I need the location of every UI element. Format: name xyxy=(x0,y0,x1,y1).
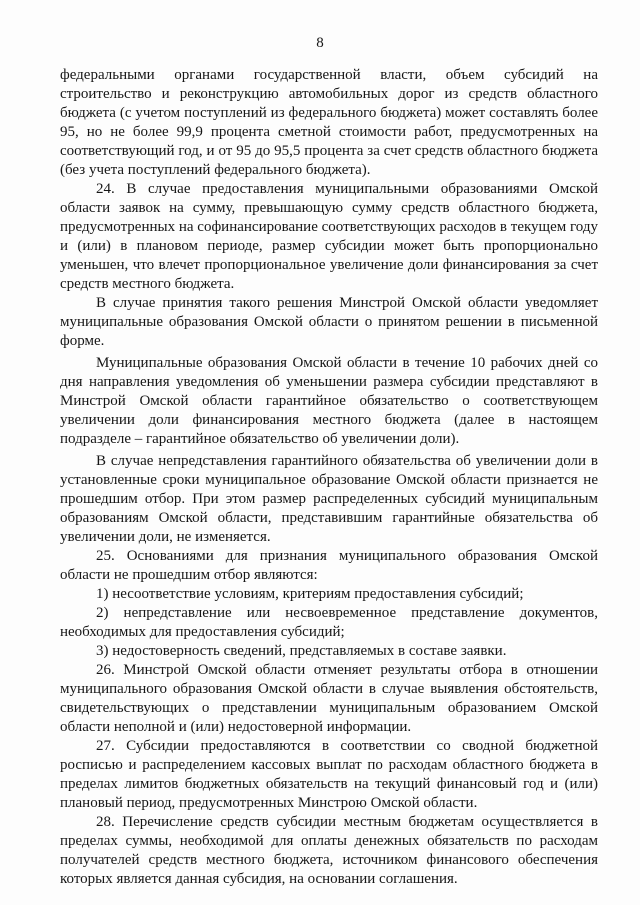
page-number: 8 xyxy=(316,35,324,51)
paragraph-guarantee-obligation: Муниципальные образования Омской области в течение 10 рабочих дней со дня направления уведомления об уменьшении размера субсидии представляют в Минстрой Омской области гарантийное обязательство о соответствующем увеличении доли финансирования местного бюджета (далее в настоящем подразделе – гарантийное обязательство об увеличении доли). xyxy=(60,355,598,447)
paragraph-non-submission: В случае непредставления гарантийного обязательства об увеличении доли в установленные сроки муниципальное образование Омской области признается не прошедшим отбор. При этом размер распределенных субсидий муниципальным образованиям Омской области, представившим гарантийные обязательства об увеличении доли, не изменяется. xyxy=(60,453,598,545)
paragraph-clause-27: 27. Субсидии предоставляются в соответствии со сводной бюджетной росписью и распределением кассовых выплат по расходам областного бюджета в пределах лимитов бюджетных обязательств на текущий финансовый год и (или) плановый период, предусмотренных Минстрою Омской области. xyxy=(60,738,598,811)
paragraph-clause-28: 28. Перечисление средств субсидии местным бюджетам осуществляется в пределах суммы, необходимой для оплаты денежных обязательств по расходам получателей средств местного бюджета, источником финансового обеспечения которых является данная субсидия, на основании соглашения. xyxy=(60,814,598,887)
list-item-2: 2) непредставление или несвоевременное представление документов, необходимых для предоставления субсидий; xyxy=(60,605,598,640)
list-item-3: 3) недостоверность сведений, представляемых в составе заявки. xyxy=(96,643,507,659)
document-body xyxy=(60,66,598,889)
paragraph-continuation: федеральными органами государственной власти, объем субсидий на строительство и реконструкцию автомобильных дорог из средств областного бюджета (с учетом поступлений из федерального бюджета) может составлять более 95, но не более 99,9 процента сметной стоимости работ, предусмотренных на соответствующий год, и от 95 до 95,5 процента за счет средств областного бюджета (без учета поступлений федерального бюджета). xyxy=(60,67,598,178)
paragraph-clause-24: 24. В случае предоставления муниципальными образованиями Омской области заявок на сумму, превышающую сумму средств областного бюджета, предусмотренных на софинансирование соответствующих расходов в текущем году и (или) в плановом периоде, размер субсидии может быть пропорционально уменьшен, что влечет пропорциональное увеличение доли финансирования за счет средств местного бюджета. xyxy=(60,181,598,292)
paragraph-decision-notice: В случае принятия такого решения Минстрой Омской области уведомляет муниципальные образования Омской области о принятом решении в письменной форме. xyxy=(60,295,598,349)
paragraph-clause-26: 26. Минстрой Омской области отменяет результаты отбора в отношении муниципального образования Омской области в случае выявления обстоятельств, свидетельствующих о представлении муниципальным образованием Омской области неполной и (или) недостоверной информации. xyxy=(60,662,598,735)
paragraph-clause-25: 25. Основаниями для признания муниципального образования Омской области не прошедшим отбор являются: xyxy=(60,548,598,583)
list-item-1: 1) несоответствие условиям, критериям предоставления субсидий; xyxy=(96,586,524,602)
